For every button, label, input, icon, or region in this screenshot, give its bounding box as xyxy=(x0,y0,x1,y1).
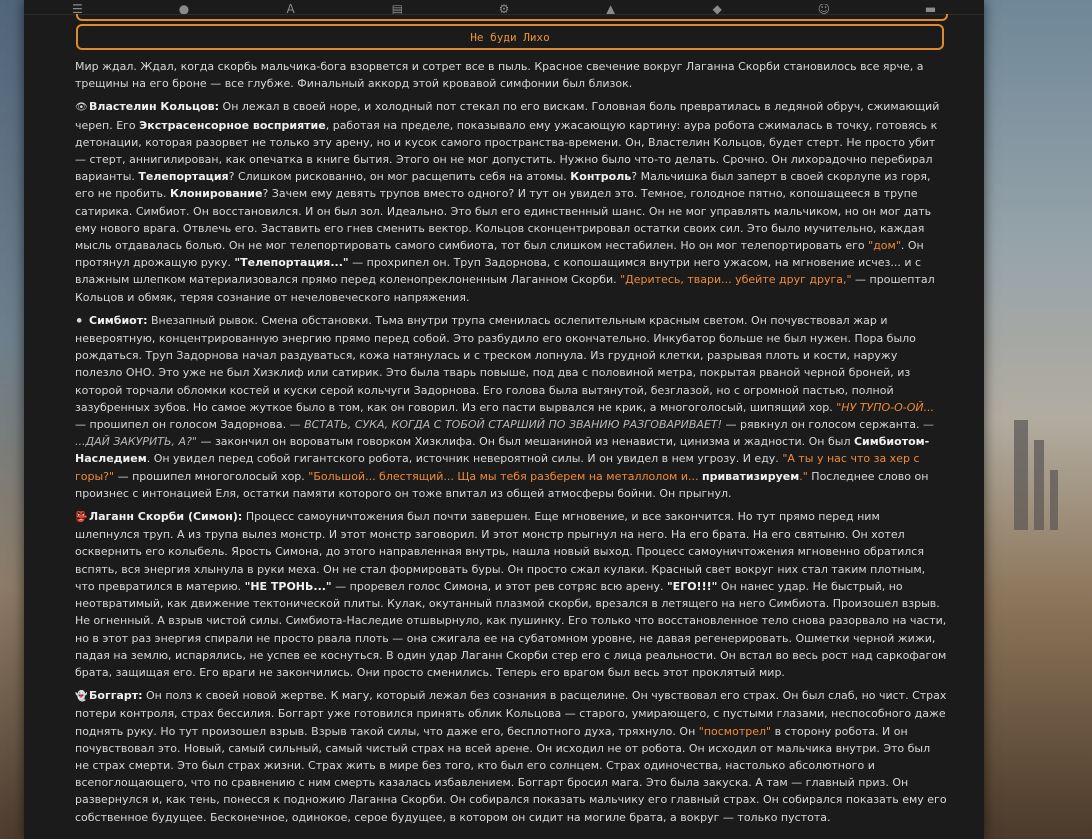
quote: приватизируем xyxy=(701,469,800,483)
text: Он полз к своей новой жертве. К магу, который лежал без сознания в расщелине. Он чувствовал его страх. Он был слаб, но чист. Страх потери контроля, страх бессилия. Боггарт уже готовился принять облик Кольцова — старого, умирающего, с пустыми глазами, неспособного даже поднять руку. Но тут произошел взрыв. Взрыв такой силы, что даже его, бесплотного духа, тряхнуло. Он xyxy=(75,689,947,738)
smile-icon[interactable]: ☺ xyxy=(817,4,831,14)
paragraph-boggart xyxy=(75,687,947,826)
quote: — ...ДАЙ ЗАКУРИТЬ, А?" xyxy=(75,418,935,449)
paragraph-intro: Мир ждал. Ждал, когда скорбь мальчика-бога взорвется и сотрет все в пыль. Красное свечение вокруг Лаганна Скорби становилось все ярче, а трещины на его броне — все глубже. Финальный аккорд этой кровавой симфонии был близок. xyxy=(75,60,924,91)
text: , работая на пределе, показывало ему ужасающую картину: аура робота сжималась в точку, готовясь к детонации, которая разорвет не только эту арену, но и кусок самого пространства-времени. Он, Властелин Кольцов, будет стерт. Не просто убит — стерт, аннигилирован, как опечатка в книге бытия. Этого он не мог допустить. Нужно было что-то делать. Срочно. Он лихорадочно перебирал варианты. xyxy=(75,118,938,184)
quote: "Деритесь, твари... убейте друг друга," xyxy=(620,273,852,287)
black-circle-icon: ⚫ xyxy=(75,315,84,327)
quote: "ЕГО!!!" xyxy=(666,579,718,593)
paragraph-lagann xyxy=(75,508,947,681)
title-button[interactable]: Не буди Лихо xyxy=(76,24,944,50)
quote: — ВСТАТЬ, СУКА, КОГДА С ТОБОЙ СТАРШИЙ ПО ЗВАНИЮ РАЗГОВАРИВАЕТ! xyxy=(289,418,723,432)
skill: Экстрасенсорное восприятие xyxy=(139,118,326,132)
text: — прошипел многоголосый хор. xyxy=(114,469,309,483)
speaker-name: Симбиот: xyxy=(89,313,148,327)
paragraph-symbiote xyxy=(75,312,947,502)
text: Последнее слово он произнес с интонацией Еля, остатки памяти которого он тоже впитал из общей атмосферы бойни. Он прыгнул. xyxy=(75,469,929,500)
quote: "Телепортация..." xyxy=(234,256,349,270)
text: ? Слишком рискованно, он мог расщепить себя на атомы. xyxy=(228,170,571,184)
collapsed-block-edge xyxy=(76,14,948,21)
text: . Он протянул дрожащую руку. xyxy=(75,239,924,270)
text: Он лежал в своей норе, и холодный пот стекал по его вискам. Головная боль превратилась в ледяной обруч, сжимающий череп. Его xyxy=(75,100,940,132)
speaker-name: Властелин Кольцов: xyxy=(89,100,220,114)
bg-tower xyxy=(1014,420,1028,530)
text: . Он увидел перед собой гигантского робота, источник невероятной силы. И он увидел в нем угрозу. И еду. xyxy=(146,452,783,466)
pin-icon[interactable]: ● xyxy=(178,4,190,14)
quote: "посмотрел" xyxy=(698,724,772,738)
eye-icon: 👁 xyxy=(75,102,88,114)
text: Процесс самоуничтожения был почти завершен. Еще мгновение, и все закончится. Но тут прямо перед ним шлепнулся труп. А из трупа вылез монстр. И этот монстр заговорил. И этот монстр прыгнул на него. На его брата. На его святыню. Он хотел осквернить его колыбель. Ярость Симона, до этого направленная внутрь, нашла новый выход. Процесс самоуничтожения мгновенно обратился вспять, вся энергия хлынула в руки меха. Он не стал формировать буры. Он просто сжал кулаки. Красный свет вокруг них стал таким плотным, что превратился в материю. xyxy=(75,510,926,593)
quote: "НЕ ТРОНЬ..." xyxy=(244,579,332,593)
skill: Контроль xyxy=(570,170,632,184)
skill: Клонирование xyxy=(169,187,263,201)
quote: ." xyxy=(799,469,808,483)
text: Внезапный рывок. Смена обстановки. Тьма внутри трупа сменилась ослепительным красным светом. Он почувствовал жар и невероятную, концентрированную энергию прямо перед собой. Это разбудило его окончательно. Инкубатор больше не был нужен. Пора было рождаться. Труп Задорнова начал раздуваться, кожа натянулась и с треском лопнула. Из грудной клетки, разрывая плоть и кости, наружу полезло ОНО. Это уже не был Хизклиф или сатирик. Это была тварь повыше, под два с половиной метра, покрытая рваной черной броней, из которой торчали обломки костей и куски серой кольчуги Задорнова. Его голова была вытянутой, безглазой, но с огромной пастью, полной зазубренных зубов. Но самое жуткое было в том, как он говорил. Из его пасти вырвался не крик, а многоголосый, шипящий хор. xyxy=(75,313,916,414)
background-left xyxy=(0,0,24,839)
text: — проревел голос Симона, и этот рев сотряс всю арену. xyxy=(331,579,667,593)
message-text xyxy=(75,58,947,832)
dice-icon[interactable]: ◆ xyxy=(712,4,722,14)
paragraph-ring-lord xyxy=(75,98,947,305)
top-toolbar xyxy=(24,0,984,15)
text: — прошипел он голосом Задорнова. xyxy=(75,418,290,432)
font-icon[interactable]: A xyxy=(286,4,295,14)
quote: "Большой... блестящий... Ща мы тебя разберем на металлолом и... xyxy=(308,469,702,483)
skill: Телепортация xyxy=(138,170,229,184)
quote: "НУ ТУПО-О-ОЙ... xyxy=(836,400,935,414)
speaker-name: Лаганн Скорби (Симон): xyxy=(89,510,243,524)
text: ? Мальчишка был заперт в своей скорлупе из горя, его не пробить. xyxy=(75,170,931,201)
text: — рявкнул он голосом сержанта. xyxy=(722,418,924,432)
skill: Симбиотом-Наследием xyxy=(75,435,930,466)
text: в сторону робота. И он почувствовал это. Новый, самый сильный, самый чистый страх на всей арене. Он исходил не от робота. Он исходил от мальчика внутри. Это был не страх смерти. Это был страх жизни. Страх жить в мире без того, кто был его солнцем. Страх одиночества, настолько абсолютного и всепоглощающего, что по сравнению с ним смерть казалась избавлением. Боггарт бросил мага. Это была закуска. А там — главный приз. Он развернулся и, как тень, понесся к подножию Лаганна Скорби. Он собирался показать мальчику его главный страх. Он собирался показать ему его собственное будущее. Бесконечное, одинокое, серое будущее, в котором он сидит на могиле брата, а вокруг — только пустота. xyxy=(75,724,947,824)
mask-icon: 👺 xyxy=(75,512,88,524)
bg-tower xyxy=(1034,440,1044,530)
journal-icon[interactable]: ▤ xyxy=(391,4,403,14)
text: — закончил он вороватым говорком Хизклифа. Он был мешаниной из ненависти, цинизма и жадности. Он был xyxy=(196,435,854,449)
text: Он нанес удар. Не быстрый, но неотвратимый, как движение тектонической плиты. Кулак, окутанный плазмой скорби, врезался в летящего на него Симбиота. Произошел взрыв. Не огненный. А взрыв чистой силы. Симбиота-Наследие отшвырнуло, как пушинку. Его только что восстановленное тело снова разорвало на части, но в этот раз энергия спирали не просто рвала плоть — она сжигала ее на субатомном уровне, не давая регенерировать. Ошметки черной жижи, падая на землю, испарялись, не успев ее коснуться. В один удар Лаганн Скорби стер его с лица реальности. Он встал во весь рост над саркофагом брата, защищая его. Его враги не закончились. Они просто сменились. Теперь его врагом был весь этот проклятый мир. xyxy=(75,579,947,679)
gears-icon[interactable]: ⚙ xyxy=(498,4,510,14)
image-icon[interactable]: ▲ xyxy=(605,4,616,14)
quote: "А ты у нас что за хер с горы?" xyxy=(75,452,920,483)
background-right xyxy=(984,0,1092,839)
bg-tower xyxy=(1050,470,1058,530)
text: — прохрипел он. Труп Задорнова, с копошащимся внутри него ужасом, на мгновение исчез... и с влажным шлепком материализовался прямо перед коленопреклоненным Лаганном Скорби. xyxy=(75,256,922,287)
ghost-icon: 👻 xyxy=(75,691,88,703)
speaker-name: Боггарт: xyxy=(89,689,143,703)
chat-panel xyxy=(24,0,984,839)
text: — прошептал Кольцов и обмяк, теряя сознание от нечеловеческого напряжения. xyxy=(75,273,935,304)
text: ? Зачем ему девять трупов вместо одного? И тут он увидел это. Темное, голодное пятно, копошащееся в трупе сатирика. Симбиот. Он восстановился. И он был зол. Идеально. Это был его единственный шанс. Он не мог управлять мальчиком, но он мог дать ему нового врага. Отвлечь его. Заставить его гнев сменить вектор. Кольцов сконцентрировал остатки своих сил. Это было мучительно, каждая мысль отдавалась болью. Он не мог телепортировать самого симбиота, тот был слишком нестабилен. Но он мог телепортировать его xyxy=(75,187,932,253)
quote: "дом" xyxy=(868,239,901,253)
sliders-icon[interactable]: ☰ xyxy=(71,4,83,14)
id-card-icon[interactable]: ▬ xyxy=(924,4,937,14)
